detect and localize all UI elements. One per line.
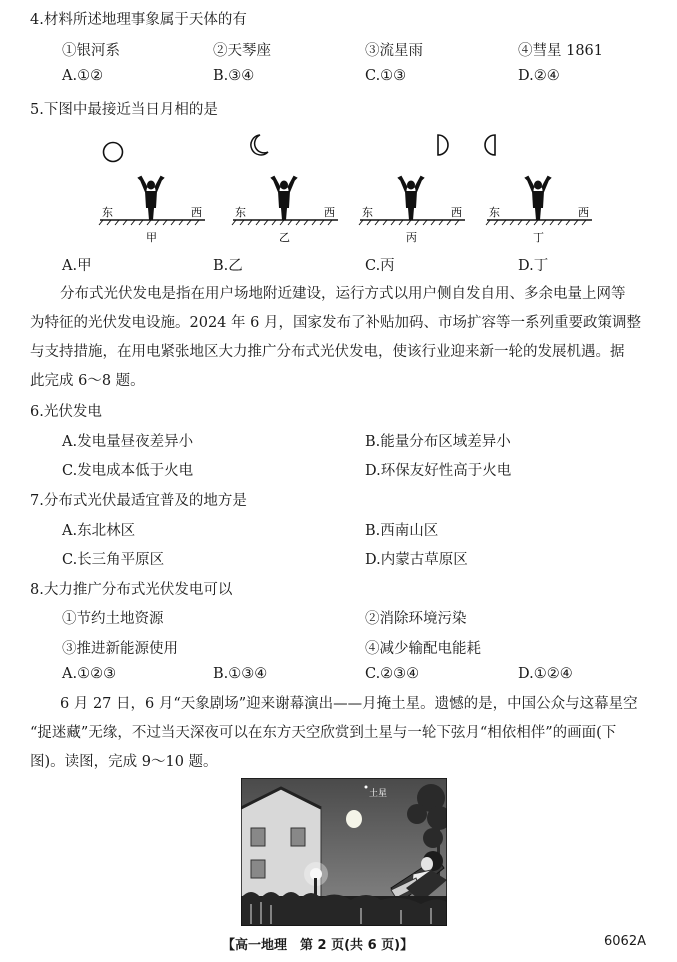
- q5-choice-d: D.丁: [518, 258, 549, 274]
- q4-choice-d: D.②④: [518, 68, 560, 84]
- passage-line: 图)。读图，完成 9～10 题。: [30, 754, 218, 770]
- person-arms-up-icon: [399, 177, 423, 220]
- q7-choice-c: C.长三角平原区: [62, 552, 165, 568]
- q6-choice-b: B.能量分布区域差异小: [365, 434, 511, 450]
- full-moon-icon: [104, 143, 123, 162]
- crescent-moon-icon: [251, 135, 268, 155]
- q8-choice-c: C.②③④: [365, 666, 420, 682]
- q6-choice-a: A.发电量昼夜差异小: [62, 434, 194, 450]
- last-quarter-moon-icon: [485, 135, 495, 155]
- q4-item-4: ④彗星 1861: [518, 43, 604, 59]
- q8-choice-d: D.①②④: [518, 666, 573, 682]
- passage-line: 6 月 27 日，6 月“天象剧场”迎来谢幕演出——月掩土星。遗憾的是，中国公众与这幕星空: [60, 696, 638, 712]
- moon-figure-bing: [355, 130, 475, 250]
- night-sky-illustration: [241, 778, 447, 926]
- west-label: 西: [191, 206, 202, 219]
- passage-line: “捉迷藏”无缘，不过当天深夜可以在东方天空欣赏到土星与一轮下弦月“相依相伴”的画面(下: [30, 725, 617, 741]
- q8-stem: 8.大力推广分布式光伏发电可以: [30, 582, 233, 598]
- passage-line: 此完成 6～8 题。: [30, 373, 145, 389]
- passage-line: 分布式光伏发电是指在用户场地附近建设，运行方式以用户侧自发自用、多余电量上网等: [60, 286, 626, 302]
- q4-stem: 4.材料所述地理事象属于天体的有: [30, 12, 247, 28]
- west-label: 西: [324, 206, 335, 219]
- east-label: 东: [489, 206, 500, 219]
- q8-choice-a: A.①②③: [62, 666, 117, 682]
- passage-saturn: [30, 690, 655, 777]
- q4-item-2: ②天琴座: [213, 43, 271, 59]
- east-label: 东: [102, 206, 113, 219]
- saturn-marker: [365, 786, 368, 789]
- q7-choice-b: B.西南山区: [365, 523, 439, 539]
- q5-choice-a: A.甲: [62, 258, 92, 274]
- west-label: 西: [578, 206, 589, 219]
- figure-caption: 丁: [533, 231, 544, 244]
- first-quarter-moon-icon: [438, 135, 448, 155]
- q4-item-3: ③流星雨: [365, 43, 423, 59]
- figure-caption: 甲: [146, 231, 157, 244]
- passage-solar-pv: [30, 280, 655, 396]
- east-label: 东: [235, 206, 246, 219]
- q7-choice-a: A.东北林区: [62, 523, 136, 539]
- passage-line: 与支持措施，在用电紧张地区大力推广分布式光伏发电，使该行业迎来新一轮的发展机遇。据: [30, 344, 625, 360]
- q6-choice-d: D.环保友好性高于火电: [365, 463, 512, 479]
- q6-stem: 6.光伏发电: [30, 404, 102, 420]
- page-footer: 【高一地理 第 2 页(共 6 页)】: [222, 938, 414, 953]
- moon-figure-yi: [228, 130, 348, 250]
- moon-icon: [346, 810, 362, 828]
- q6-choice-c: C.发电成本低于火电: [62, 463, 194, 479]
- q7-stem: 7.分布式光伏最适宜普及的地方是: [30, 493, 247, 509]
- person-arms-up-icon: [139, 177, 163, 220]
- saturn-label: 土星: [369, 789, 388, 799]
- q8-item-4: ④减少输配电能耗: [365, 641, 481, 657]
- moon-figure-jia: [95, 130, 215, 250]
- person-arms-up-icon: [272, 177, 296, 220]
- passage-line: 为特征的光伏发电设施。2024 年 6 月，国家发布了补贴加码、市场扩容等一系列重要政策调整: [30, 315, 641, 331]
- q5-choice-b: B.乙: [213, 258, 243, 274]
- q4-choice-a: A.①②: [62, 68, 104, 84]
- q4-item-1: ①银河系: [62, 43, 120, 59]
- q8-item-2: ②消除环境污染: [365, 611, 467, 627]
- q8-item-3: ③推进新能源使用: [62, 641, 178, 657]
- q7-choice-d: D.内蒙古草原区: [365, 552, 468, 568]
- bushes-icon: [241, 892, 447, 926]
- west-label: 西: [451, 206, 462, 219]
- q8-item-1: ①节约土地资源: [62, 611, 164, 627]
- person-arms-up-icon: [526, 177, 550, 220]
- moon-figure-ding: [482, 130, 602, 250]
- east-label: 东: [362, 206, 373, 219]
- q5-choice-c: C.丙: [365, 258, 395, 274]
- exam-code: 6062A: [604, 934, 646, 949]
- q5-stem: 5.下图中最接近当日月相的是: [30, 102, 218, 118]
- figure-caption: 丙: [406, 231, 417, 244]
- q4-choice-c: C.①③: [365, 68, 407, 84]
- figure-caption: 乙: [279, 231, 290, 244]
- q8-choice-b: B.①③④: [213, 666, 268, 682]
- q4-choice-b: B.③④: [213, 68, 255, 84]
